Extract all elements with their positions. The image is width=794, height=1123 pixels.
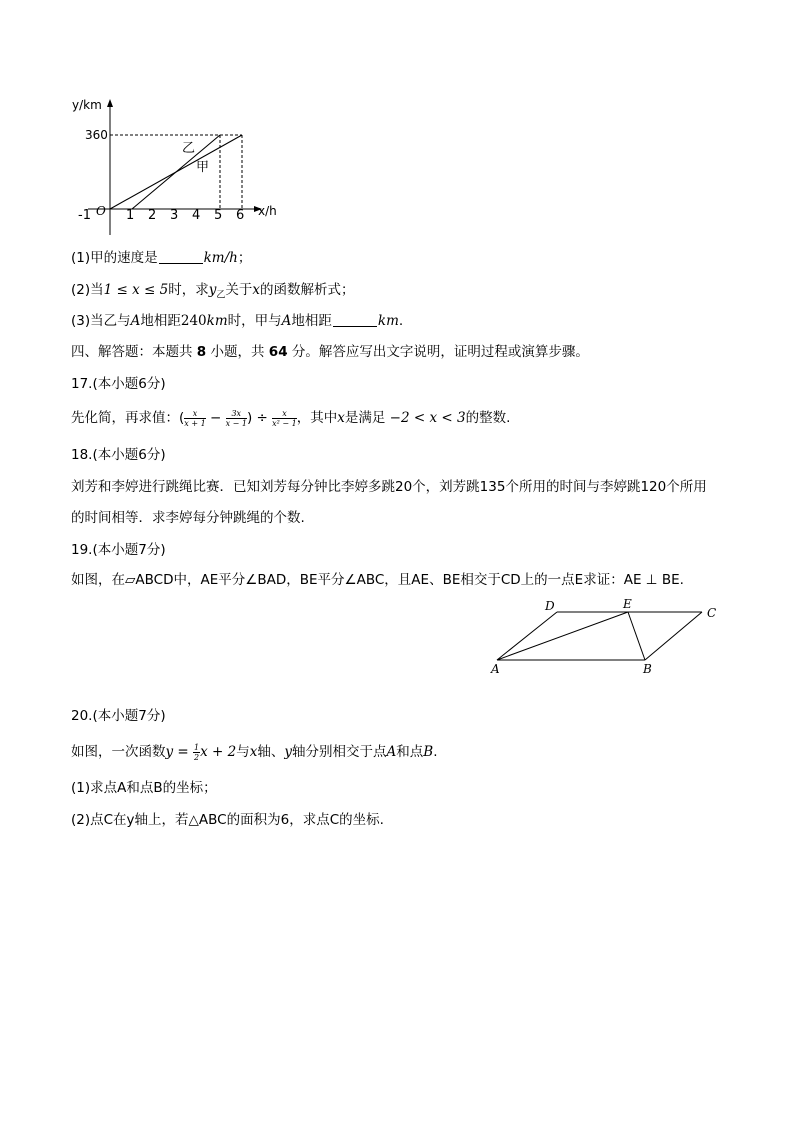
- q16-p1-text: (1)甲的速度是: [71, 250, 158, 266]
- x-tick-5: 5: [214, 208, 223, 223]
- q17-cond: −2 < x < 3: [389, 410, 466, 426]
- neg-one-label: -1: [78, 208, 91, 223]
- label-yi: 乙: [182, 141, 196, 156]
- q16-part1: [71, 248, 251, 268]
- q16-p2-a: (2)当: [71, 282, 104, 298]
- q20-y: y: [165, 744, 174, 760]
- y-tick-360: 360: [85, 128, 108, 142]
- q18-line2: 的时间相等．求李婷每分钟跳绳的个数.: [71, 510, 305, 526]
- q17-header: 17.(本小题6分): [71, 376, 166, 392]
- q20-body: [71, 741, 437, 763]
- q20-header: 20.(本小题7分): [71, 708, 166, 724]
- section4-n1: 8: [196, 344, 207, 360]
- q17-x: x: [337, 410, 345, 426]
- q16-p2-cond: 1 ≤ x ≤ 5: [103, 282, 169, 298]
- q16-p3-km: km: [206, 313, 228, 329]
- q20-yv: y: [284, 744, 293, 760]
- vertex-A-label: A: [491, 662, 500, 676]
- q16-p2-sub: 乙: [216, 290, 226, 301]
- label-jia: 甲: [196, 160, 210, 175]
- q16-p3-d: 地相距: [291, 313, 332, 329]
- q20-c: 与: [236, 744, 250, 760]
- origin-label: O: [96, 204, 106, 218]
- q17-body: [71, 407, 510, 429]
- q17-e: 的整数.: [465, 410, 511, 426]
- q17-a: 先化简，再求值：(: [71, 410, 185, 426]
- q16-p3-A: A: [130, 313, 141, 329]
- q20-b: x + 2: [200, 744, 237, 760]
- q17-d: 是满足: [344, 410, 390, 426]
- q16-p2-x: x: [252, 282, 260, 298]
- q20-frac: $\frac{1}{2}$: [194, 742, 200, 762]
- vertex-B-label: B: [643, 662, 652, 676]
- q20-a: 如图，一次函数: [71, 744, 166, 760]
- x-tick-4: 4: [192, 208, 201, 223]
- x-tick-2: 2: [148, 208, 157, 223]
- x-tick-6: 6: [236, 208, 245, 223]
- answer-blank-2[interactable]: [333, 312, 377, 327]
- q17-frac1: $\frac{x}{x + 1}$: [184, 408, 206, 428]
- x-axis-label: x/h: [258, 204, 277, 218]
- edge-BC: [645, 612, 702, 660]
- q20-g: .: [433, 744, 438, 760]
- q17-minus: −: [205, 410, 226, 426]
- q16-p2-d: 的函数解析式；: [260, 282, 355, 298]
- section4-n2: 64: [268, 344, 288, 360]
- section4-a: 四、解答题：本题共: [71, 344, 197, 360]
- section4-c: 分。解答应写出文字说明，证明过程或演算步骤。: [287, 344, 589, 360]
- q16-p3-end: .: [398, 313, 404, 329]
- q20-xv: x: [249, 744, 258, 760]
- vertex-E-label: E: [623, 597, 632, 611]
- q16-part2: [71, 280, 355, 306]
- q16-p3-a: (3)当乙与: [71, 313, 131, 329]
- q16-p2-b: 时，求: [168, 282, 209, 298]
- q20-d: 轴、: [257, 744, 285, 760]
- segment-BE: [628, 612, 645, 660]
- q20-part2: (2)点C在y轴上，若△ABC的面积为6，求点C的坐标.: [71, 812, 384, 828]
- q20-f: 和点: [396, 744, 424, 760]
- q18-header: 18.(本小题6分): [71, 447, 166, 463]
- q16-p1-end: ；: [237, 250, 252, 266]
- q17-frac2: $\frac{3x}{x - 1}$: [225, 408, 247, 428]
- q16-p3-b: 地相距: [140, 313, 181, 329]
- q16-part3: [71, 311, 403, 331]
- q16-p2-c: 关于: [225, 282, 253, 298]
- q16-p3-c: 时，甲与: [227, 313, 282, 329]
- q16-p3-unit: km: [377, 313, 399, 329]
- q20-A: A: [386, 744, 397, 760]
- line-jia: [110, 135, 242, 209]
- q17-c: ，其中: [296, 410, 338, 426]
- q18-line1: 刘芳和李婷进行跳绳比赛．已知刘芳每分钟比李婷多跳20个，刘芳跳135个所用的时间与李婷跳120个所用: [71, 479, 707, 495]
- y-axis-label: y/km: [72, 98, 102, 112]
- q19-header: 19.(本小题7分): [71, 542, 166, 558]
- q20-e: 轴分别相交于点: [292, 744, 387, 760]
- q16-p1-unit: km/h: [203, 250, 238, 266]
- edge-AD: [497, 612, 557, 660]
- q16-p3-num: 240: [180, 313, 207, 329]
- q20-part1: (1)求点A和点B的坐标；: [71, 780, 217, 796]
- q19-body: 如图，在▱ABCD中，AE平分∠BAD，BE平分∠ABC，且AE、BE相交于CD上的一点E求证：AE ⊥ BE.: [71, 572, 684, 588]
- vertex-C-label: C: [707, 606, 717, 620]
- section4-b: 小题，共: [206, 344, 269, 360]
- q17-b: ) ÷: [246, 410, 273, 426]
- segment-AE: [497, 612, 628, 660]
- q20-eq: =: [173, 744, 194, 760]
- distance-time-graph: [70, 95, 290, 240]
- parallelogram-figure: [485, 595, 725, 677]
- q17-frac3: $\frac{x}{\text{x² − 1}}$: [272, 408, 297, 428]
- x-tick-3: 3: [170, 208, 179, 223]
- section-4-heading: [71, 342, 589, 362]
- q16-p3-A2: A: [281, 313, 292, 329]
- answer-blank-1[interactable]: [159, 249, 203, 264]
- y-axis-arrow: [107, 99, 113, 107]
- q20-B: B: [423, 744, 434, 760]
- q16-p2-var: y: [208, 282, 217, 298]
- vertex-D-label: D: [545, 599, 555, 613]
- x-tick-1: 1: [126, 208, 135, 223]
